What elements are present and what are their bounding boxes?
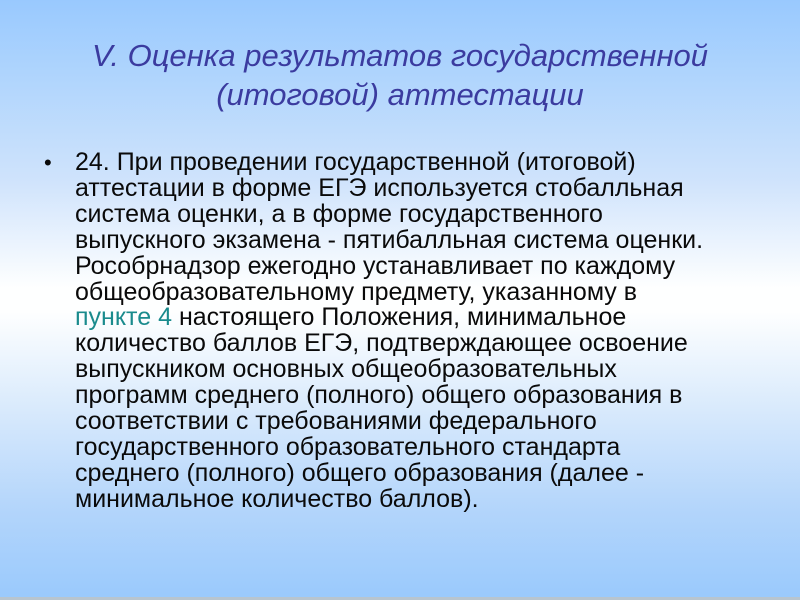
body-line (75, 199, 792, 228)
slide-title-line1: V. Оценка результатов государственной (91, 38, 709, 73)
body-line (75, 277, 792, 306)
slide-title (30, 36, 770, 114)
body-text-segment: общеобразовательному предмету, указанному в (75, 277, 638, 306)
body-line (75, 409, 792, 435)
bullet-marker: • (44, 150, 52, 175)
body-text-segment: программ среднего (полного) общего образования в (75, 381, 683, 410)
body-text-segment: выпускного экзамена - пятибалльная система оценки. (75, 225, 704, 254)
body-text-segment: государственного образовательного стандарта (75, 432, 621, 461)
body-text-segment: система оценки, а в форме государственного (75, 199, 603, 228)
body-line (75, 331, 792, 357)
body-line (75, 383, 792, 409)
slide-title-line2: (итоговой) аттестации (216, 77, 584, 112)
body-line (75, 432, 792, 461)
body-text-segment: выпускником основных общеобразовательных (75, 355, 617, 384)
body-text-segment: настоящего Положения, минимальное (172, 303, 627, 332)
body-line (75, 458, 792, 487)
body-text-segment: соответствии с требованиями федерального (75, 407, 597, 436)
body-line (75, 225, 792, 254)
body-line (75, 305, 792, 331)
body-line (75, 251, 792, 280)
body-line (75, 357, 792, 383)
body-text-segment: Рособрнадзор ежегодно устанавливает по каждому (75, 251, 676, 280)
body-text (75, 150, 792, 513)
body-line (75, 173, 792, 202)
body-text-segment: количество баллов ЕГЭ, подтверждающее освоение (75, 329, 688, 358)
bullet-item (44, 150, 792, 513)
body-text-segment: среднего (полного) общего образования (далее - (75, 458, 645, 487)
body-text-segment: аттестации в форме ЕГЭ используется стобалльная (75, 173, 684, 202)
body-text-segment: 24. При проведении государственной (итоговой) (75, 148, 636, 176)
body-text-segment: минимальное количество баллов). (75, 484, 479, 513)
body-line (75, 150, 792, 176)
link-punkt-4[interactable]: пункте 4 (75, 303, 172, 332)
body-line (75, 484, 792, 513)
